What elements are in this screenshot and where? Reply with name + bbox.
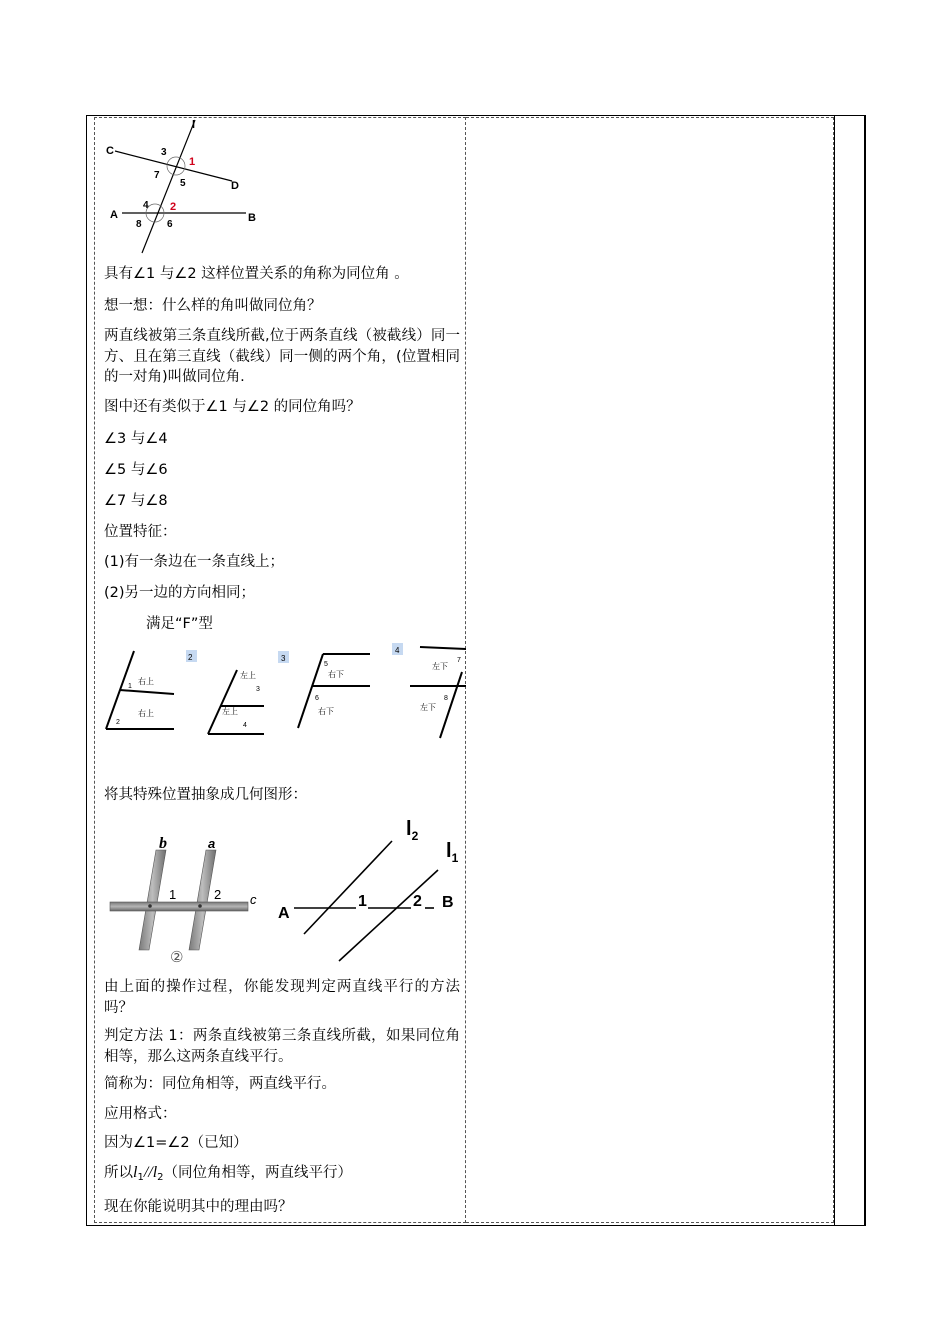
label-B: B: [248, 212, 256, 224]
angle-1: 1: [189, 156, 196, 168]
parallel-lines-figure: [276, 815, 466, 965]
f-shape-figures: [100, 642, 466, 740]
circled-two: ②: [170, 949, 184, 964]
stick-angle-2: 2: [214, 887, 222, 902]
feature-1: (1)有一条边在一条直线上；: [104, 554, 285, 570]
angle-7: 7: [154, 170, 160, 181]
angle-3: 3: [161, 147, 167, 158]
angle-2: 2: [170, 201, 177, 213]
label-b2: 左上: [222, 707, 238, 716]
stick-c: c: [250, 892, 257, 907]
label-a1: 右上: [138, 677, 154, 686]
label-d1: 左下: [432, 662, 448, 671]
angle-4: 4: [143, 200, 149, 211]
para-explanation: 两直线被第三条直线所截,位于两条直线（被截线）同一方、且在第三直线（截线）同一侧的两个角，(位置相同的一对角)叫做同位角.: [104, 328, 460, 385]
para-short: 简称为：同位角相等，两直线平行。: [104, 1076, 336, 1092]
point-B: B: [442, 894, 454, 911]
label-C: C: [106, 145, 114, 157]
num-1: 1: [128, 683, 132, 690]
label-c2: 右下: [318, 707, 334, 716]
para-definition: 具有∠1 与∠2 这样位置关系的角称为同位角 。: [104, 266, 409, 282]
table-divider: [834, 115, 835, 1226]
para-question: 图中还有类似于∠1 与∠2 的同位角吗？: [104, 399, 361, 415]
angle-6: 6: [167, 219, 173, 230]
pair-7-8: ∠7 与∠8: [104, 493, 168, 509]
para-format: 应用格式：: [104, 1106, 177, 1122]
stick-a: a: [208, 836, 216, 851]
para-therefore: 所以$l_1//l_2$（同位角相等，两直线平行）: [104, 1164, 353, 1183]
label-d2: 左下: [420, 703, 436, 712]
num-4: 4: [243, 722, 247, 729]
num-3: 3: [256, 686, 260, 693]
line-l2: $l_2$: [406, 818, 419, 843]
corresponding-angles-figure: [100, 115, 270, 257]
label-c1: 右下: [328, 670, 344, 679]
table-edge: [865, 115, 866, 1226]
pair-5-6: ∠5 与∠6: [104, 462, 168, 478]
num-7: 7: [457, 657, 461, 664]
para-method: 判定方法 1：两条直线被第三条直线所截，如果同位角相等，那么这两条直线平行。: [104, 1028, 460, 1065]
label-a2: 右上: [138, 709, 154, 718]
line-l1: $l_1$: [446, 840, 459, 865]
angle-label-1: 1: [358, 893, 367, 910]
sticks-figure: [104, 832, 264, 964]
para-because: 因为∠1=∠2（已知）: [104, 1135, 248, 1151]
label-A: A: [110, 209, 118, 221]
angle-label-2: 2: [413, 893, 422, 910]
para-discover: 由上面的操作过程，你能发现判定两直线平行的方法吗？: [104, 979, 460, 1016]
para-features: 位置特征：: [104, 524, 177, 540]
num-2: 2: [116, 719, 120, 726]
para-think: 想一想：什么样的角叫做同位角？: [104, 298, 322, 314]
tag-3: 3: [281, 654, 286, 663]
angle-8: 8: [136, 219, 142, 230]
label-D: D: [231, 180, 239, 192]
tag-2: 2: [188, 653, 193, 662]
para-abstract: 将其特殊位置抽象成几何图形：: [104, 787, 307, 803]
feature-2: (2)另一边的方向相同；: [104, 585, 256, 601]
num-5: 5: [324, 661, 328, 668]
para-reason: 现在你能说明其中的理由吗？: [104, 1199, 293, 1215]
point-A: A: [278, 905, 290, 922]
num-6: 6: [315, 695, 319, 702]
stick-b: b: [159, 835, 167, 852]
tag-4: 4: [395, 646, 400, 655]
label-b1: 左上: [240, 671, 256, 680]
right-cell: [466, 117, 834, 1223]
angle-5: 5: [180, 178, 186, 189]
f-shape-note: 满足“F”型: [146, 616, 213, 632]
label-l: l: [192, 119, 196, 131]
stick-angle-1: 1: [169, 887, 177, 902]
num-8: 8: [444, 695, 448, 702]
pair-3-4: ∠3 与∠4: [104, 431, 168, 447]
